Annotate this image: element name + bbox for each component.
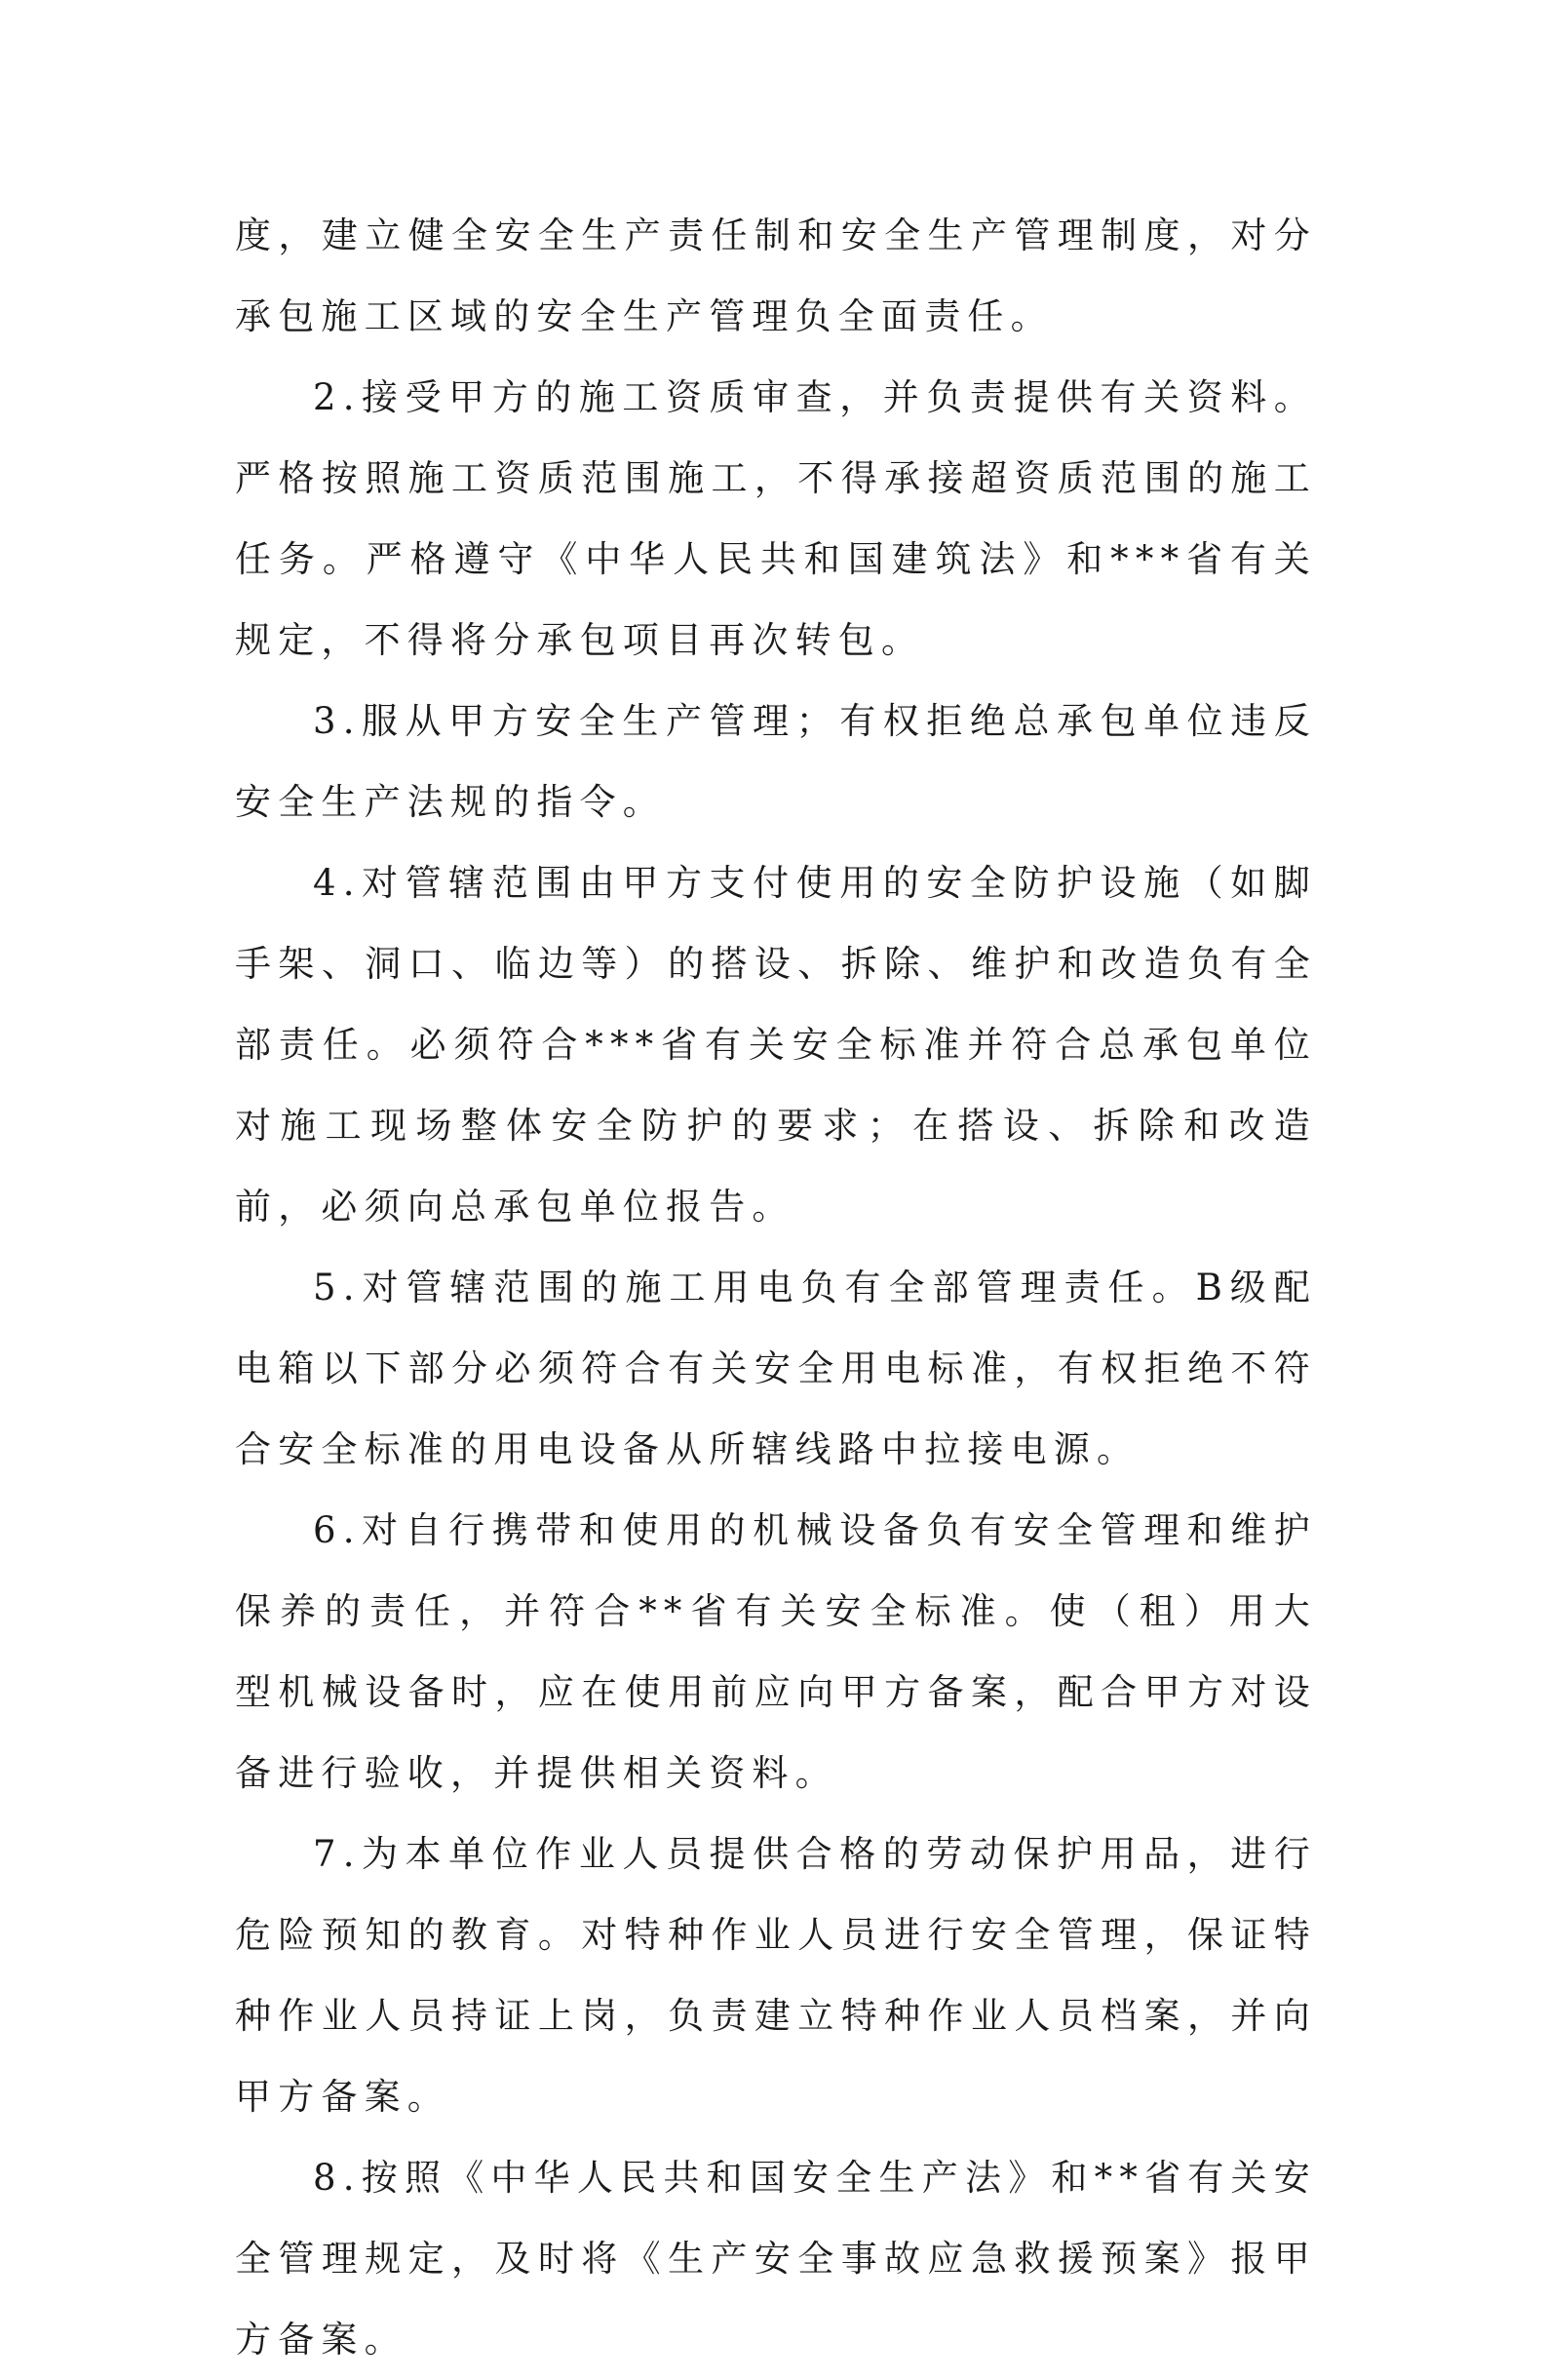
paragraph-item-2: 2.接受甲方的施工资质审查，并负责提供有关资料。严格按照施工资质范围施工，不得承接超资质范围的施工任务。严格遵守《中华人民共和国建筑法》和***省有关规定，不得将分承包项目再次转包。	[235, 376, 1317, 661]
paragraph-item-8: 8.按照《中华人民共和国安全生产法》和**省有关安全管理规定，及时将《生产安全事故应急救援预案》报甲方备案。	[235, 2157, 1317, 2360]
paragraph-item-4: 4.对管辖范围由甲方支付使用的安全防护设施（如脚手架、洞口、临边等）的搭设、拆除、维护和改造负有全部责任。必须符合***省有关安全标准并符合总承包单位对施工现场整体安全防护的要求；在搭设、拆除和改造前，必须向总承包单位报告。	[235, 862, 1317, 1228]
paragraph-item-3: 3.服从甲方安全生产管理；有权拒绝总承包单位违反安全生产法规的指令。	[235, 700, 1317, 823]
paragraph-item-6: 6.对自行携带和使用的机械设备负有安全管理和维护保养的责任，并符合**省有关安全标准。使（租）用大型机械设备时，应在使用前应向甲方备案，配合甲方对设备进行验收，并提供相关资料。	[235, 1509, 1317, 1794]
document-body	[235, 195, 1317, 2380]
paragraph-item-5: 5.对管辖范围的施工用电负有全部管理责任。B级配电箱以下部分必须符合有关安全用电标准，有权拒绝不符合安全标准的用电设备从所辖线路中拉接电源。	[235, 1267, 1317, 1470]
paragraph-item-7: 7.为本单位作业人员提供合格的劳动保护用品，进行危险预知的教育。对特种作业人员进行安全管理，保证特种作业人员持证上岗，负责建立特种作业人员档案，并向甲方备案。	[235, 1833, 1317, 2118]
paragraph-continuation: 度，建立健全安全生产责任制和安全生产管理制度，对分承包施工区域的安全生产管理负全面责任。	[235, 215, 1317, 337]
